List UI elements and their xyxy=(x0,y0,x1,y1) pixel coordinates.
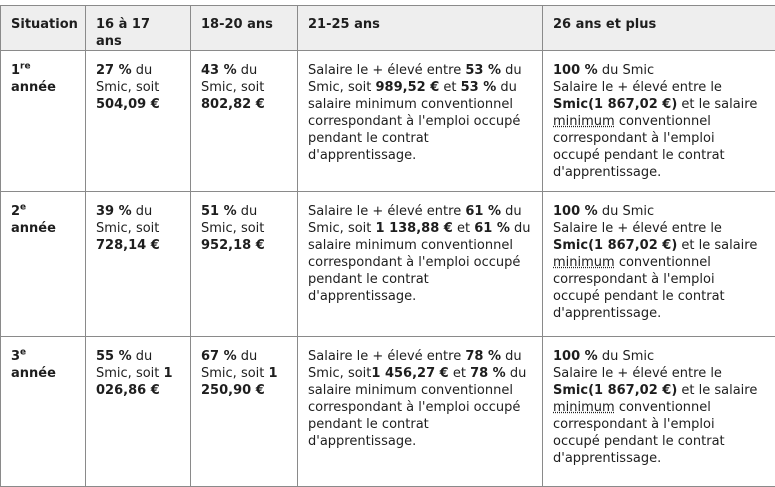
header-situation: Situation xyxy=(1,6,86,51)
situation-cell xyxy=(1,192,86,337)
cell-text: Salaire le + élevé entre le xyxy=(553,366,722,381)
year-word: année xyxy=(11,80,56,95)
cell-text: Salaire le + élevé entre xyxy=(308,204,466,219)
table-row xyxy=(1,192,775,337)
cell-text: et xyxy=(439,80,461,95)
cell-26-plus xyxy=(543,337,775,487)
cell-text: et xyxy=(448,366,471,381)
cell-text: et le salaire xyxy=(677,97,758,112)
header-18-20: 18-20 ans xyxy=(191,6,298,51)
cell-text: conventionnel correspondant à l'emploi occupé pendant le contrat d'apprentissage. xyxy=(553,114,725,180)
percent: 51 % xyxy=(201,204,237,219)
year-word: année xyxy=(11,221,56,236)
cell-text: Salaire le + élevé entre le xyxy=(553,80,722,95)
percent: 100 % xyxy=(553,349,598,364)
cell-text: Salaire le + élevé entre xyxy=(308,349,466,364)
cell-26-plus xyxy=(543,192,775,337)
cell-text: du Smic, soit xyxy=(308,204,522,236)
percent: 67 % xyxy=(201,349,237,364)
year-number: 3 xyxy=(11,349,21,364)
cell-18-20 xyxy=(191,51,298,192)
cell-text: et le salaire xyxy=(677,383,758,398)
table-row xyxy=(1,51,775,192)
percent: 78 % xyxy=(465,349,501,364)
header-26-plus: 26 ans et plus xyxy=(543,6,775,51)
amount: 989,52 € xyxy=(375,80,440,95)
amount: Smic(1 867,02 €) xyxy=(553,383,678,398)
cell-text: du salaire minimum conventionnel correspondant à l'emploi occupé pendant le contrat d'apprentissage. xyxy=(308,366,527,449)
apprentice-salary-table xyxy=(0,5,775,487)
cell-text: Salaire le + élevé entre xyxy=(308,63,466,78)
cell-16-17 xyxy=(86,51,191,192)
cell-text: du Smic, soit xyxy=(308,63,522,95)
header-21-25: 21-25 ans xyxy=(298,6,543,51)
cell-text: du Smic, soit xyxy=(96,63,160,95)
cell-16-17 xyxy=(86,192,191,337)
cell-text: et xyxy=(452,221,475,236)
cell-16-17 xyxy=(86,337,191,487)
percent: 100 % xyxy=(553,63,598,78)
amount: 952,18 € xyxy=(201,238,265,253)
amount: 1 250,90 € xyxy=(201,366,278,398)
cell-18-20 xyxy=(191,192,298,337)
amount: 1 026,86 € xyxy=(96,366,173,398)
amount: 504,09 € xyxy=(96,97,160,112)
percent: 43 % xyxy=(201,63,237,78)
cell-21-25 xyxy=(298,337,543,487)
amount: 728,14 € xyxy=(96,238,160,253)
year-number: 1 xyxy=(11,63,21,78)
percent: 39 % xyxy=(96,204,132,219)
year-number: 2 xyxy=(11,204,21,219)
amount: Smic(1 867,02 €) xyxy=(553,238,678,253)
cell-text: Salaire le + élevé entre le xyxy=(553,221,722,236)
header-16-17: 16 à 17 ans xyxy=(86,6,191,51)
percent: 78 % xyxy=(470,366,506,381)
cell-26-plus xyxy=(543,51,775,192)
cell-text: conventionnel correspondant à l'emploi occupé pendant le contrat d'apprentissage. xyxy=(553,255,725,321)
year-suffix: e xyxy=(20,202,27,213)
cell-text: du Smic, soit xyxy=(201,204,265,236)
percent: 27 % xyxy=(96,63,132,78)
cell-text: du Smic, soit xyxy=(201,63,265,95)
table-row xyxy=(1,337,775,487)
abbr-term: minimum xyxy=(553,114,615,129)
header-row xyxy=(1,6,775,51)
year-suffix: re xyxy=(20,61,31,72)
situation-cell xyxy=(1,337,86,487)
amount: Smic(1 867,02 €) xyxy=(553,97,678,112)
amount: 802,82 € xyxy=(201,97,265,112)
amount: 1 138,88 € xyxy=(375,221,453,236)
year-suffix: e xyxy=(20,347,27,358)
percent: 61 % xyxy=(474,221,510,236)
percent: 53 % xyxy=(465,63,501,78)
cell-text: du Smic xyxy=(597,204,655,219)
cell-text: du Smic xyxy=(597,349,655,364)
cell-text: du Smic xyxy=(597,63,655,78)
cell-text: du salaire minimum conventionnel correspondant à l'emploi occupé pendant le contrat d'apprentissage. xyxy=(308,221,531,304)
cell-text: du salaire minimum conventionnel correspondant à l'emploi occupé pendant le contrat d'apprentissage. xyxy=(308,80,521,163)
cell-21-25 xyxy=(298,51,543,192)
percent: 55 % xyxy=(96,349,132,364)
percent: 53 % xyxy=(460,80,497,95)
cell-text: du Smic, soit xyxy=(96,204,160,236)
cell-text: du Smic, soit xyxy=(308,349,522,381)
cell-21-25 xyxy=(298,192,543,337)
percent: 61 % xyxy=(465,204,501,219)
amount: 1 456,27 € xyxy=(371,366,449,381)
cell-text: conventionnel correspondant à l'emploi occupé pendant le contrat d'apprentissage. xyxy=(553,400,725,466)
cell-text: et le salaire xyxy=(677,238,758,253)
cell-text: du Smic, soit xyxy=(96,349,164,381)
year-word: année xyxy=(11,366,56,381)
abbr-term: minimum xyxy=(553,255,615,270)
situation-cell xyxy=(1,51,86,192)
abbr-term: minimum xyxy=(553,400,615,415)
cell-18-20 xyxy=(191,337,298,487)
cell-text: du Smic, soit xyxy=(201,349,269,381)
percent: 100 % xyxy=(553,204,598,219)
